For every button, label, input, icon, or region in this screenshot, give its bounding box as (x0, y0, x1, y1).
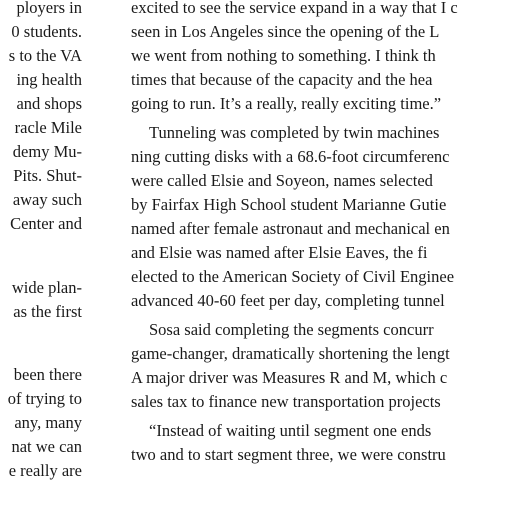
paragraph-first-line: Sosa said completing the segments concurr (149, 320, 434, 339)
text-line: s to the VA (8, 46, 82, 65)
paragraph-first-line: Tunneling was completed by twin machines (149, 123, 440, 142)
text-line: e really are (8, 461, 82, 480)
text-line: we went from nothing to something. I think th (131, 46, 436, 65)
text-line: away such (12, 190, 82, 209)
text-line: elected to the American Society of Civil Enginee (131, 267, 455, 286)
right-text-column (131, 0, 512, 512)
text-line: A major driver was Measures R and M, which c (131, 368, 448, 387)
text-line: any, many (14, 413, 82, 432)
text-line: racle Mile (14, 118, 82, 137)
text-line: two and to start segment three, we were constru (131, 445, 446, 464)
text-line: demy Mu- (12, 142, 82, 161)
text-line: game-changer, dramatically shortening the lengt (131, 344, 450, 363)
text-line: Center and (10, 214, 82, 233)
text-line: nat we can (11, 437, 82, 456)
text-line: sales tax to finance new transportation projects (131, 392, 441, 411)
text-line: advanced 40-60 feet per day, completing tunnel (131, 291, 445, 310)
text-line: of trying to (7, 389, 82, 408)
text-line: by Fairfax High School student Marianne Gutie (131, 195, 447, 214)
text-line: ing health (16, 70, 82, 89)
text-line: seen in Los Angeles since the opening of the L (131, 22, 440, 41)
text-line: were called Elsie and Soyeon, names selected (131, 171, 433, 190)
left-text-column (0, 0, 82, 512)
text-line: Pits. Shut- (13, 166, 82, 185)
text-line: named after female astronaut and mechanical en (131, 219, 450, 238)
text-line: wide plan- (11, 278, 82, 297)
text-line: ployers in (16, 0, 82, 17)
text-line: excited to see the service expand in a way that I c (131, 0, 458, 17)
text-line: and shops (16, 94, 82, 113)
text-line: as the first (13, 302, 82, 321)
text-line: going to run. It’s a really, really exciting time.” (131, 94, 442, 113)
text-line: and Elsie was named after Elsie Eaves, the fi (131, 243, 428, 262)
text-line: been there (13, 365, 82, 384)
text-line: ning cutting disks with a 68.6-foot circumferenc (131, 147, 450, 166)
paragraph-first-line: “Instead of waiting until segment one ends (149, 421, 432, 440)
text-line: times that because of the capacity and the hea (131, 70, 433, 89)
text-line: 0 students. (11, 22, 82, 41)
